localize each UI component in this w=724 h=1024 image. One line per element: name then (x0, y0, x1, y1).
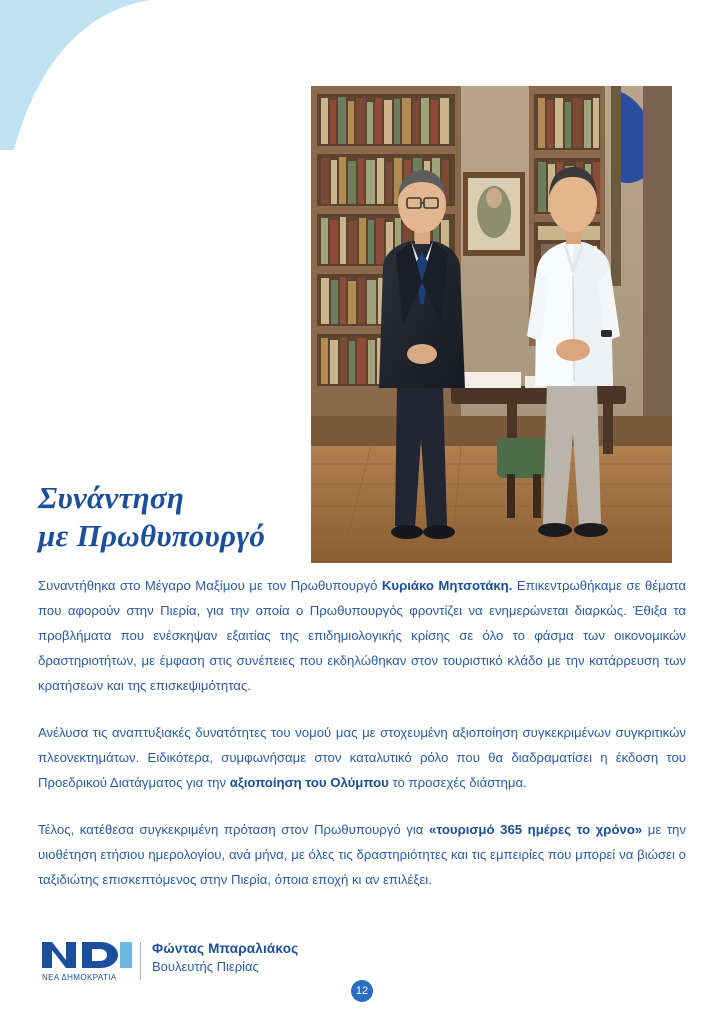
body-text: Τέλος, κατέθεσα συγκεκριμένη πρόταση στον Πρωθυπουργό για (38, 822, 429, 837)
paragraph-1 (38, 573, 686, 698)
svg-text:ΝΕΑ ΔΗΜΟΚΡΑΤΙΑ: ΝΕΑ ΔΗΜΟΚΡΑΤΙΑ (42, 973, 117, 982)
body-text: Συναντήθηκα στο Μέγαρο Μαξίμου με τον Πρωθυπουργό (38, 578, 382, 593)
meeting-photo (311, 86, 672, 563)
footer-person-role: Βουλευτής Πιερίας (152, 959, 259, 974)
body-text: Επικεντρωθήκαμε σε θέματα που αφορούν στην Πιερία, για την οποία ο Πρωθυπουργός φροντίζει να ενημερώνεται διαρκώς. Έθιξα τα προβλήματα που ενέσκηψαν εξαιτίας της επιδημιολογικής κρίσης σε όλο το φάσμα των οικονομικών δραστηριοτήτων, με έμφαση στις συνέπειες που εκδηλώθηκαν στον τουριστικό κλάδο με την κατάρρευση των κρατήσεων και της επισκεψιμότητας. (38, 578, 686, 693)
emphasis-text: Κυριάκο Μητσοτάκη. (381, 578, 513, 593)
headline-line-2: με Πρωθυπουργό (38, 518, 266, 553)
corner-decoration (0, 0, 150, 150)
footer-divider (140, 942, 141, 980)
emphasis-text: αξιοποίηση του Ολύμπου (229, 775, 389, 790)
body-text: το προσεχές διάστημα. (388, 775, 527, 790)
body-text: Ανέλυσα τις αναπτυξιακές δυνατότητες του νομού μας με στοχευμένη αξιοποίηση συγκεκριμένων συγκριτικών πλεονεκτημάτων. Ειδικότερα, συμφωνήσαμε στον καταλυτικό ρόλο που θα διαδραματίσει η έκδοση του Προεδρικού Διατάγματος για την (38, 725, 686, 790)
paragraph-3 (38, 817, 686, 892)
nea-dimokratia-logo (38, 938, 134, 984)
page-number-badge: 12 (351, 980, 373, 1002)
page-title (38, 479, 308, 555)
emphasis-text: «τουρισμό 365 ημέρες το χρόνο» (429, 822, 643, 837)
article-body (38, 573, 686, 892)
headline-line-1: Συνάντηση (38, 480, 185, 515)
body-text: με την υιοθέτηση ετήσιου ημερολογίου, ανά μήνα, με όλες τις δραστηριότητες και τις εμπειρίες που μπορεί να βιώσει ο ταξιδιώτης επισκεπτόμενος στην Πιερία, όποια εποχή κι αν επιλέξει. (38, 822, 686, 887)
paragraph-2 (38, 720, 686, 795)
footer-person-name: Φώντας Μπαραλιάκος (152, 941, 299, 956)
